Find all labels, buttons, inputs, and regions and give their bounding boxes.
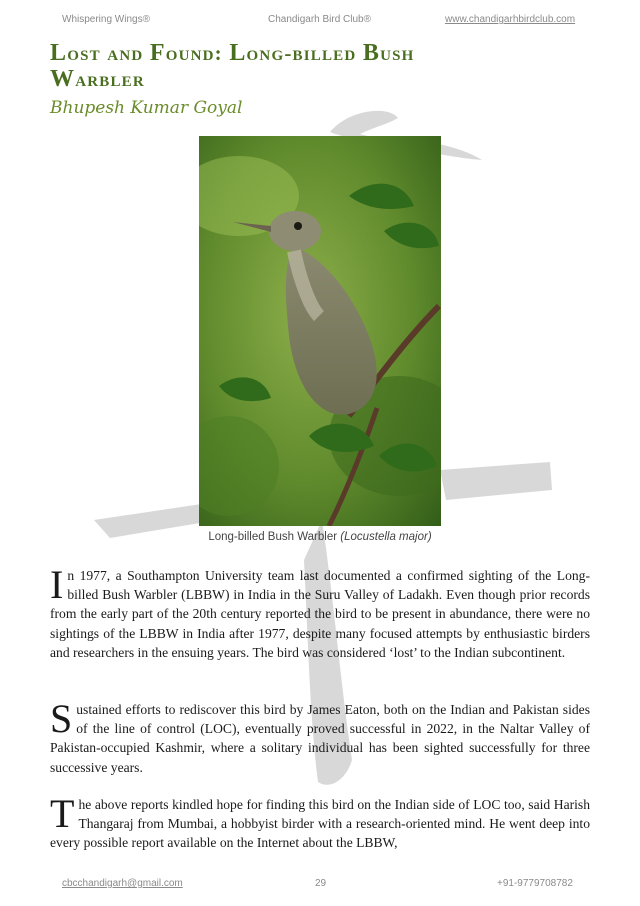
website-link[interactable]: www.chandigarhbirdclub.com xyxy=(445,14,576,25)
paragraph-1 xyxy=(50,562,590,662)
page-number: 29 xyxy=(315,878,327,889)
bird-photo xyxy=(199,136,441,526)
caption-scientific-name: (Locustella major) xyxy=(340,531,432,543)
footer-email-link[interactable]: cbcchandigarh@gmail.com xyxy=(62,878,183,889)
article-title: Lost and Found: Long-billed Bush Warbler xyxy=(50,40,415,92)
dropcap-1: I xyxy=(50,562,64,607)
page-footer xyxy=(0,878,640,892)
dropcap-3: T xyxy=(50,791,75,836)
photo-caption xyxy=(0,531,640,543)
paragraph-2-text: ustained efforts to rediscover this bird by James Eaton, both on the Indian and Pakistan sides of the line of control (LOC), eventually proved successful in 2022, in the Naltar Valley of Pakistan-occupied Kashmir, where a solitary individual has been sighted successfully for three successive years. xyxy=(50,702,590,775)
paragraph-2 xyxy=(50,696,590,777)
paragraph-3-text: he above reports kindled hope for finding this bird on the Indian side of LOC too, said Harish Thangaraj from Mumbai, a hobbyist birder with a research-oriented mind. He went deep into every possible report available on the Internet about the LBBW, xyxy=(50,797,590,851)
dropcap-2: S xyxy=(50,696,73,741)
paragraph-1-text: n 1977, a Southampton University team last documented a confirmed sighting of the Long-billed Bush Warbler (LBBW) in India in the Suru Valley of Ladakh. Even though prior records from the early part of the 20th century reported the bird to be present in abundance, there were no sightings of the LBBW in India after 1977, despite many focused attempts by enthusiastic birders and researchers in the ensuing years. The bird was considered ‘lost’ to the Indian subcontinent. xyxy=(50,568,590,660)
caption-common-name: Long-billed Bush Warbler xyxy=(208,531,338,543)
magazine-name: Whispering Wings® xyxy=(62,14,150,25)
paragraph-3 xyxy=(50,791,590,853)
club-name: Chandigarh Bird Club® xyxy=(268,14,371,25)
author-name: Bhupesh Kumar Goyal xyxy=(50,98,243,118)
footer-phone: +91-9779708782 xyxy=(497,878,573,889)
long-billed-bush-warbler-image xyxy=(199,136,441,526)
